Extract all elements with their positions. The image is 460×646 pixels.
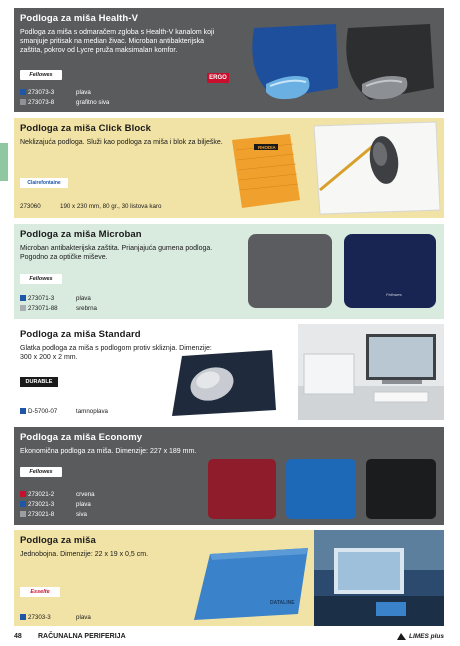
variant-code: 273021-2 (28, 490, 55, 498)
section-standard (14, 324, 444, 420)
section-description: Ekonomična podloga za miša. Dimenzije: 227 x 189 mm. (20, 448, 197, 455)
variant-desc: plava (76, 294, 91, 302)
fellowes-logo: Fellowes (20, 70, 62, 80)
section-title: Podloga za miša Click Block (20, 123, 151, 134)
section-podloga (14, 530, 444, 626)
variant-row (20, 613, 91, 621)
section-title: Podloga za miša Microban (20, 229, 142, 240)
variant-desc: crvena (76, 490, 95, 498)
office-photo (298, 324, 444, 420)
color-swatch (20, 99, 26, 105)
standard-pad-image (168, 344, 280, 418)
ergo-badge: ERGO (207, 73, 229, 83)
variant-code: 273071-3 (28, 294, 55, 302)
variant-row (20, 304, 97, 312)
company-name: LIMES plus (408, 632, 444, 640)
variant-desc: srebrna (76, 304, 97, 312)
color-swatch (20, 89, 26, 95)
variant-desc: siva (76, 510, 88, 518)
color-swatch (20, 511, 26, 517)
variant-row (20, 490, 95, 498)
microban-pads-image (246, 232, 442, 312)
color-swatch (20, 408, 26, 414)
durable-logo: DURABLE (20, 377, 58, 387)
click-block-image (230, 120, 444, 216)
dataline-label: DATALINE (270, 600, 295, 606)
variant-code: 273060 (20, 202, 41, 210)
variant-code: D-5700-07 (28, 407, 58, 415)
variant-desc: plava (76, 500, 91, 508)
variant-desc: tamnoplava (76, 407, 108, 415)
variant-code: 27303-3 (28, 613, 51, 621)
section-title: Podloga za miša Health-V (20, 13, 139, 24)
fellowes-logo: Fellowes (20, 274, 62, 284)
variant-row (20, 98, 109, 106)
clairefontaine-logo: Clairefontaine (20, 178, 68, 188)
variant-desc: plava (76, 613, 91, 621)
variant-row (20, 294, 91, 302)
section-title: Podloga za miša Standard (20, 329, 141, 340)
variant-desc: grafitno siva (76, 98, 110, 106)
color-swatch (20, 614, 26, 620)
fellowes-logo: Fellowes (20, 467, 62, 477)
limes-leaf-icon (397, 633, 406, 640)
page-number: 48 (14, 632, 22, 640)
section-click-block (14, 118, 444, 218)
svg-text:Fellowes: Fellowes (386, 292, 402, 297)
section-description: Jednobojna. Dimenzije: 22 x 19 x 0,5 cm. (20, 551, 149, 558)
section-title: Podloga za miša Economy (20, 432, 143, 443)
variant-code: 273073-3 (28, 88, 55, 96)
color-swatch (20, 305, 26, 311)
category-title: RAČUNALNA PERIFERIJA (38, 632, 126, 640)
color-swatch (20, 501, 26, 507)
variant-code: 273073-8 (28, 98, 55, 106)
page-footer (14, 629, 444, 643)
variant-desc: 190 x 230 mm, 80 gr., 30 listova karo (60, 202, 162, 210)
color-swatch (20, 295, 26, 301)
variant-row (20, 407, 108, 415)
section-description: Glatka podloga za miša s podlogom protiv skliznja. Dimenzije: 300 x 200 x 2 mm. (20, 345, 212, 362)
blue-pad-image (190, 544, 314, 624)
section-health-v (14, 8, 444, 112)
variant-code: 273071-88 (28, 304, 58, 312)
section-title: Podloga za miša (20, 535, 96, 546)
rhodia-label: RHODIA (258, 145, 276, 150)
variant-row (20, 202, 161, 210)
variant-code: 273021-8 (28, 510, 55, 518)
section-microban (14, 224, 444, 319)
desk-photo (314, 530, 444, 626)
company-logo (397, 633, 444, 640)
variant-row (20, 500, 91, 508)
variant-row (20, 88, 91, 96)
economy-pads-image (206, 457, 442, 523)
color-swatch (20, 491, 26, 497)
edge-tab (0, 143, 8, 181)
variant-row (20, 510, 87, 518)
section-description: Podloga za miša s odmaračem zgloba s Health-V kanalom koji smanjuje pritisak na median živac. Microban antibakterijska zaštita, pokrov od Lycre pruža maksimalan komfor. (20, 29, 215, 55)
health-v-pads-image (236, 18, 444, 110)
variant-desc: plava (76, 88, 91, 96)
section-description: Microban antibakterijska zaštita. Prianjajuća gumena podloga. Pogodno za optičke miševe. (20, 245, 213, 262)
variant-code: 273021-3 (28, 500, 55, 508)
esselte-logo: Esselte (20, 587, 60, 597)
section-description: Neklizajuća podloga. Služi kao podloga za miša i blok za bilješke. (20, 139, 223, 146)
section-economy (14, 427, 444, 525)
